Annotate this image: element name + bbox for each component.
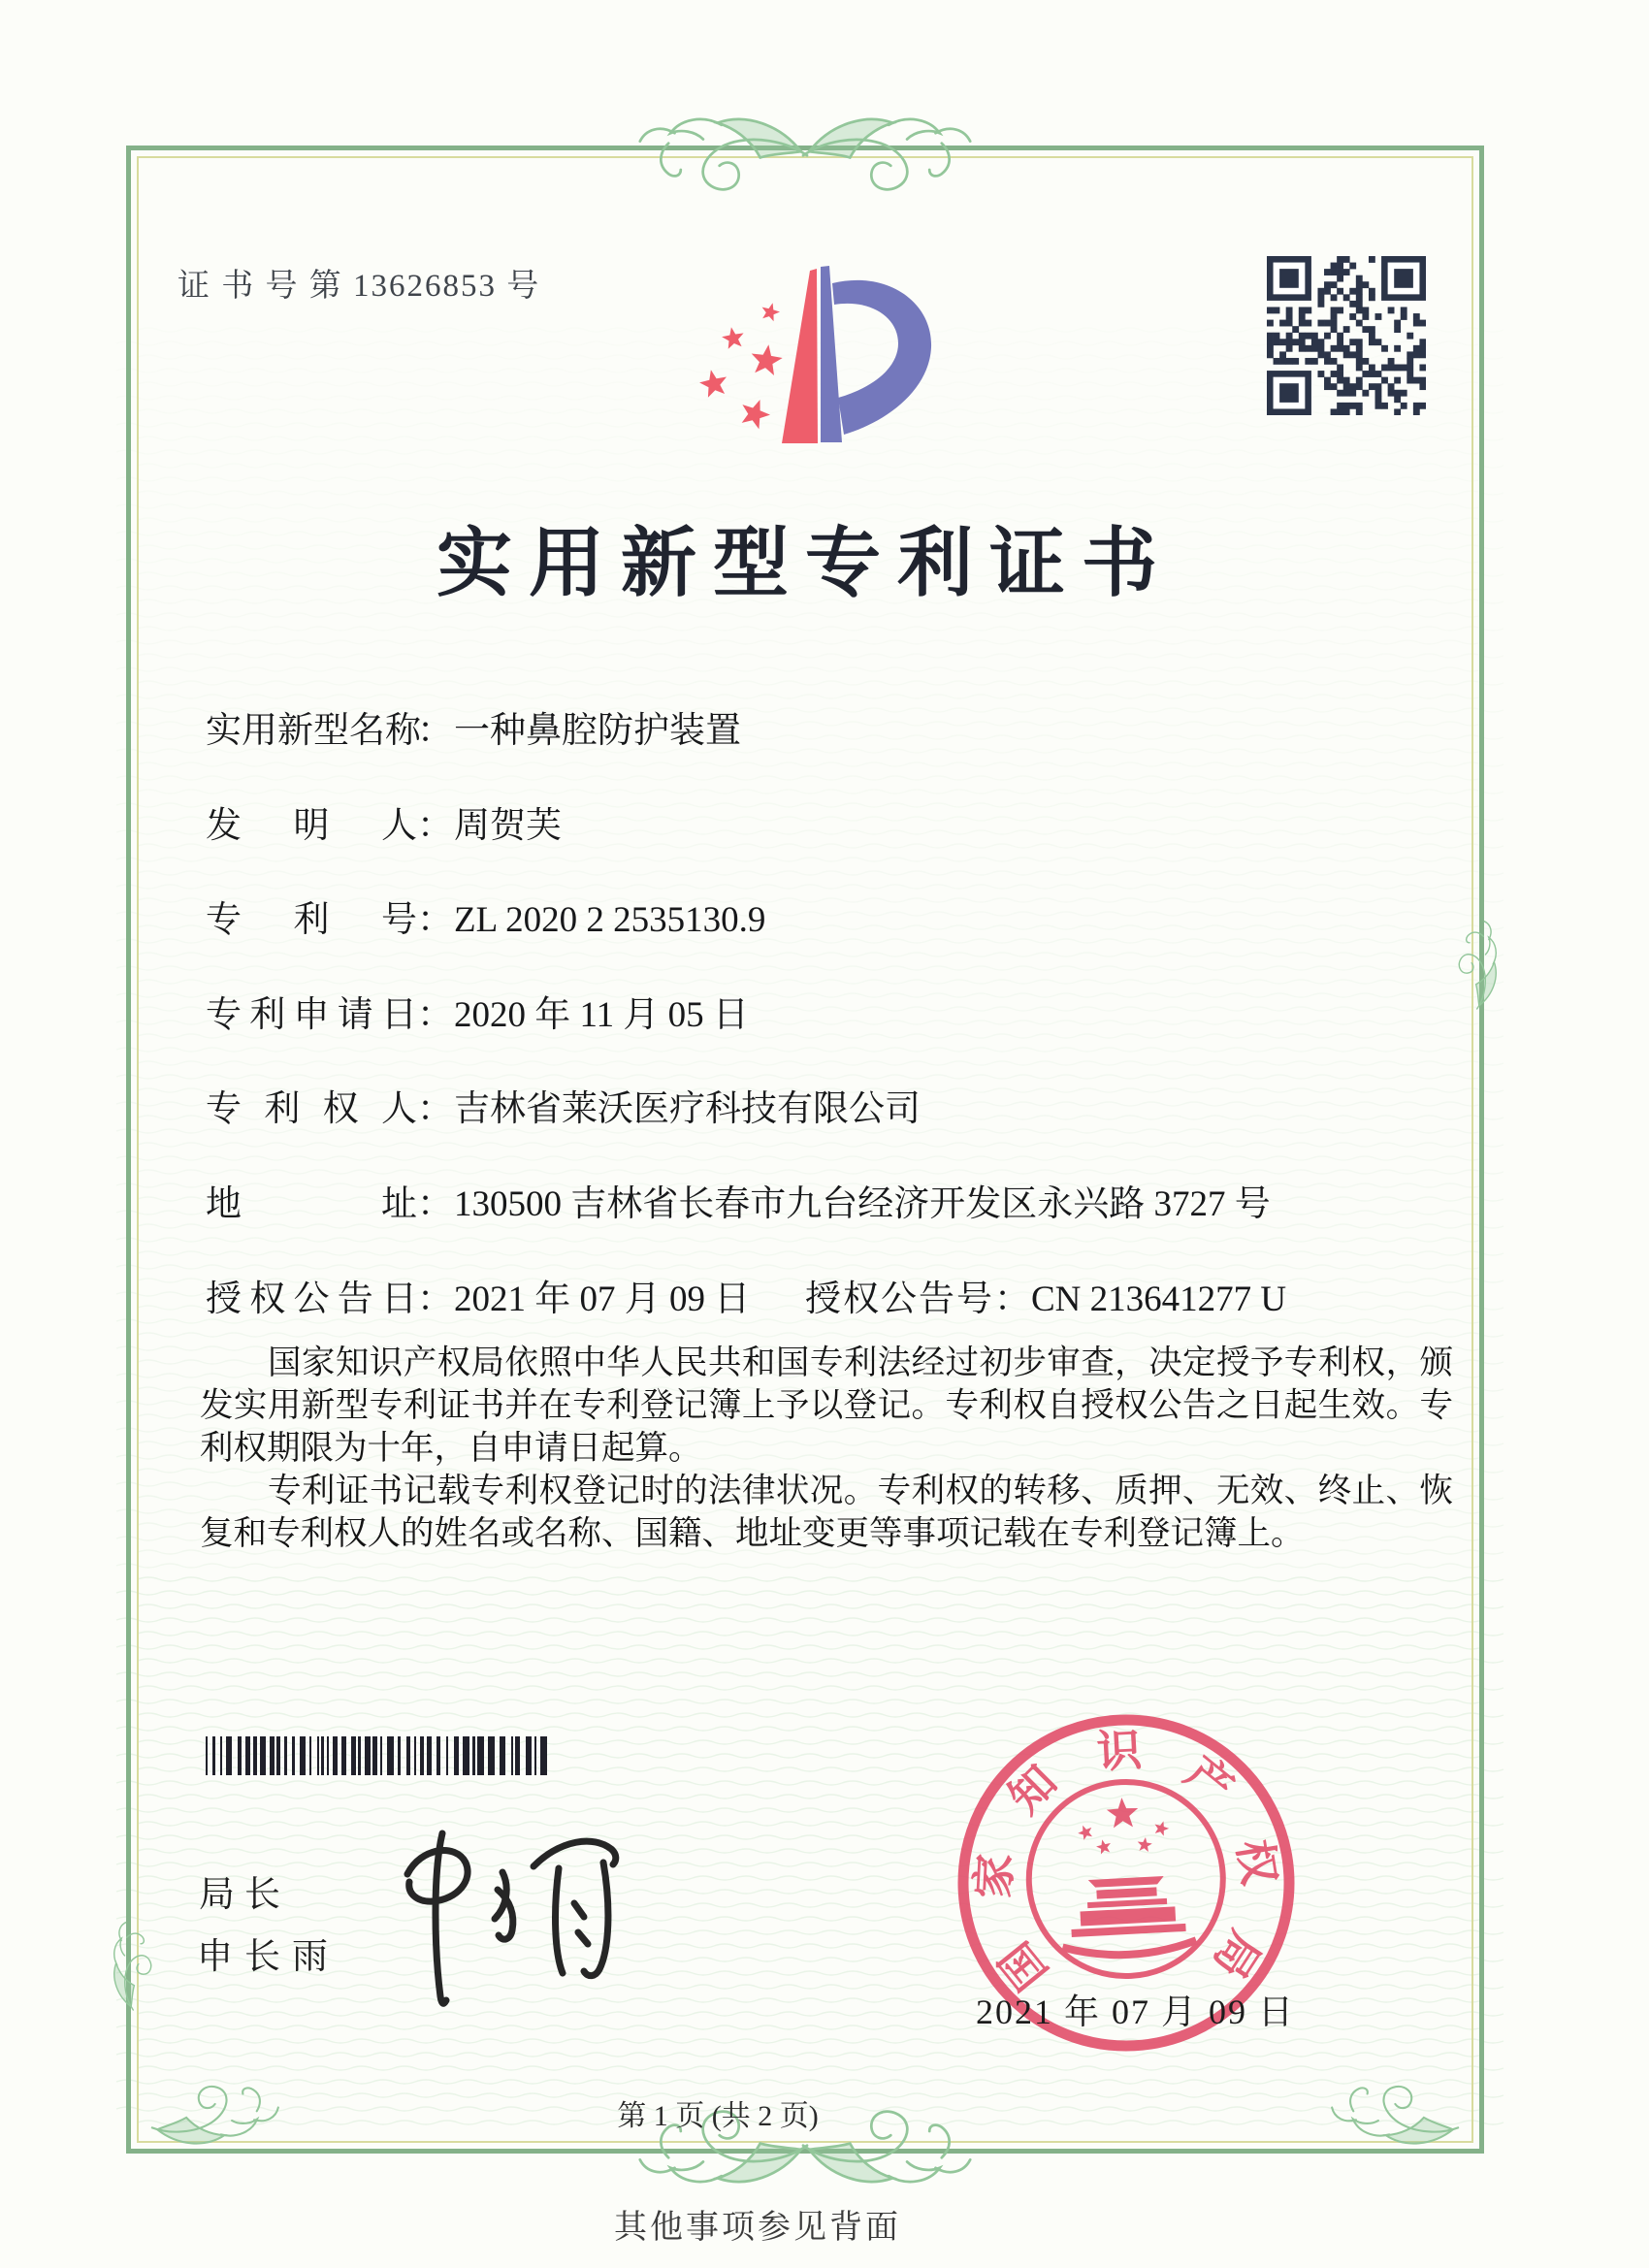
field-separator: ：	[417, 900, 453, 940]
field-label: 授权公告日	[206, 1280, 417, 1319]
svg-text:权: 权	[1228, 1836, 1285, 1889]
field-value: 吉林省莱沃医疗科技有限公司	[454, 1089, 921, 1129]
back-note: 其他事项参见背面	[614, 2210, 901, 2246]
field-value: 2020 年 11 月 05 日	[454, 995, 749, 1035]
svg-text:局: 局	[1204, 1922, 1270, 1988]
field-row-inventor	[206, 795, 562, 848]
field-row-patent-number	[206, 890, 765, 942]
page-number: 第 1 页 (共 2 页)	[617, 2100, 819, 2132]
paragraph-grant-statement: 国家知识产权局依照中华人民共和国专利法经过初步审查，决定授予专利权，颁发实用新型专利证书并在专利登记簿上予以登记。专利权自授权公告之日起生效。专利权期限为十年，自申请日起算。	[200, 1345, 1453, 1467]
seal-date: 2021 年 07 月 09 日	[976, 1993, 1296, 2031]
field-value: 2021 年 07 月 09 日	[454, 1280, 751, 1319]
field-value: CN 213641277 U	[1031, 1280, 1287, 1319]
svg-text:知: 知	[999, 1756, 1067, 1824]
director-signature	[357, 1806, 648, 2015]
field-row-address	[206, 1174, 1271, 1226]
field-label: 实用新型名称	[206, 711, 421, 751]
svg-text:家: 家	[968, 1852, 1020, 1900]
director-name: 申长雨	[197, 1937, 340, 1977]
field-value: 一种鼻腔防护装置	[454, 711, 741, 751]
cnipa-logo	[669, 243, 989, 500]
qr-code	[1267, 256, 1426, 415]
field-label: 专利权人	[206, 1089, 417, 1129]
field-row-patentee	[206, 1079, 921, 1131]
director-title: 局长	[199, 1875, 290, 1915]
field-label: 地址	[206, 1184, 417, 1224]
field-separator: ：	[417, 1280, 453, 1319]
field-value: 130500 吉林省长春市九台经济开发区永兴路 3727 号	[454, 1184, 1271, 1224]
svg-text:国: 国	[990, 1932, 1057, 1999]
svg-text:识: 识	[1095, 1725, 1144, 1777]
field-row-filing-date	[206, 985, 749, 1037]
field-separator: ：	[417, 1184, 453, 1224]
field-value: 周贺芙	[454, 806, 562, 846]
field-label: 发明人	[206, 806, 417, 846]
field-separator: ：	[417, 806, 453, 846]
field-row-grant	[206, 1269, 1287, 1321]
paragraph-register-statement: 专利证书记载专利权登记时的法律状况。专利权的转移、质押、无效、终止、恢复和专利权人的姓名或名称、国籍、地址变更等事项记载在专利登记簿上。	[200, 1473, 1453, 1552]
barcode	[206, 1736, 551, 1775]
field-label: 专利申请日	[206, 995, 417, 1035]
certificate-number: 证 书 号 第 13626853 号	[178, 269, 541, 304]
field-grant-number	[805, 1269, 1286, 1321]
field-label: 专利号	[206, 900, 417, 940]
legal-paragraphs	[200, 1342, 1453, 1555]
certificate-title: 实用新型专利证书	[436, 521, 1174, 605]
field-separator: ：	[417, 995, 453, 1035]
field-separator: ：	[994, 1280, 1030, 1319]
field-separator: ：	[417, 711, 453, 751]
field-separator: ：	[417, 1089, 453, 1129]
field-row-name	[206, 700, 741, 753]
field-value: ZL 2020 2 2535130.9	[454, 900, 766, 940]
svg-text:产: 产	[1176, 1747, 1243, 1814]
field-label: 授权公告号	[805, 1280, 994, 1319]
